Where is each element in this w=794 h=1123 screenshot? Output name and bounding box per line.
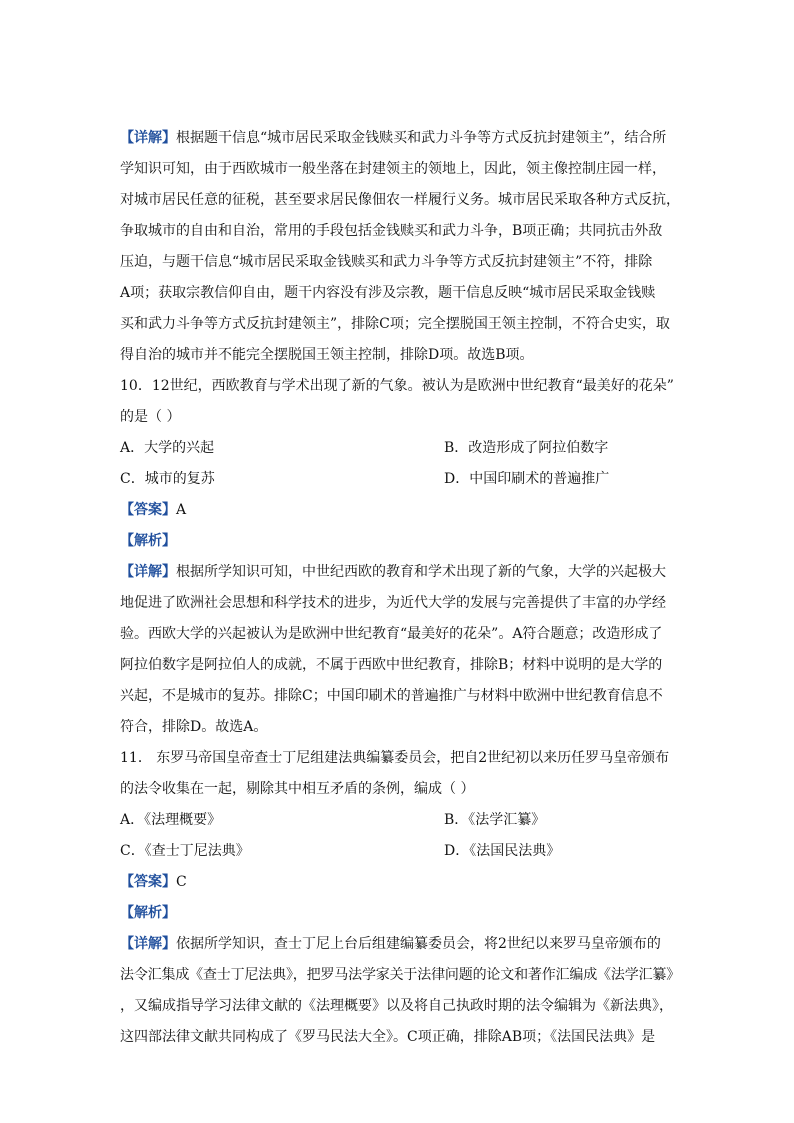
q10-detail-line: 验。西欧大学的兴起被认为是欧洲中世纪教育“最美好的花朵”。A符合题意；改造形成了	[120, 626, 663, 642]
q9-detail-line: 得自治的城市并不能完全摆脱国王领主控制，排除D项。故选B项。	[120, 347, 534, 363]
q9-detail-line: 买和武力斗争等方式反抗封建领主”，排除C项；完全摆脱国王领主控制，不符合史实，取	[120, 316, 670, 332]
q11-option-a: A．《法理概要》	[120, 812, 222, 828]
q10-option-c: C．城市的复苏	[120, 471, 215, 487]
q10-stem-line: 的是（ ）	[120, 409, 181, 425]
q9-detail-line: 学知识可知，由于西欧城市一般坐落在封建领主的领地上，因此，领主像控制庄园一样，	[120, 161, 666, 177]
q11-option-c: C．《查士丁尼法典》	[120, 843, 250, 859]
q10-stem-line: 10．12世纪，西欧教育与学术出现了新的气象。被认为是欧洲中世纪教育“最美好的花朵”	[120, 378, 674, 394]
detail-tag: 【详解】	[120, 130, 176, 146]
q9-detail-line: A项；获取宗教信仰自由，题干内容没有涉及宗教，题干信息反映“城市居民采取金钱赎	[120, 285, 656, 301]
q11-analysis-heading: 【解析】	[120, 905, 176, 921]
q10-answer: 【答案】A	[120, 502, 187, 518]
q9-detail-line: 对城市居民任意的征税，甚至要求居民像佃农一样履行义务。城市居民采取各种方式反抗，	[120, 192, 680, 208]
q10-option-b: B．改造形成了阿拉伯数字	[444, 440, 609, 456]
q10-option-d: D．中国印刷术的普遍推广	[444, 471, 610, 487]
q11-detail-line: 这四部法律文献共同构成了《罗马民法大全》。C项正确，排除AB项；《法国民法典》是	[120, 1029, 656, 1045]
q11-stem-line: 11． 东罗马帝国皇帝查士丁尼组建法典编纂委员会，把自2世纪初以来历任罗马皇帝颁布	[120, 750, 670, 766]
q10-detail-line: 兴起，不是城市的复苏。排除C；中国印刷术的普遍推广与材料中欧洲中世纪教育信息不	[120, 688, 663, 704]
q10-detail-line: 【详解】根据所学知识可知，中世纪西欧的教育和学术出现了新的气象，大学的兴起极大	[120, 564, 666, 580]
q9-detail-line: 压迫，与题干信息“城市居民采取金钱赎买和武力斗争等方式反抗封建领主”不符，排除	[120, 254, 653, 270]
q11-detail-line: 法令汇集成《查士丁尼法典》，把罗马法学家关于法律问题的论文和著作汇编成《法学汇纂》	[120, 967, 681, 983]
q9-detail-line: 【详解】根据题干信息“城市居民采取金钱赎买和武力斗争等方式反抗封建领主”，结合所	[120, 130, 667, 146]
q9-detail-line: 争取城市的自由和自治，常用的手段包括金钱赎买和武力斗争，B项正确；共同抗击外敌	[120, 223, 663, 239]
q10-detail-line: 符合，排除D。故选A。	[120, 719, 268, 735]
q11-detail-line: ，又编成指导学习法律文献的《法理概要》以及将自己执政时期的法令编辑为《新法典》，	[120, 998, 673, 1014]
q10-option-a: A．大学的兴起	[120, 440, 215, 456]
q10-detail-line: 地促进了欧洲社会思想和科学技术的进步，为近代大学的发展与完善提供了丰富的办学经	[120, 595, 666, 611]
q11-answer: 【答案】C	[120, 874, 187, 890]
q11-detail-line: 【详解】依据所学知识，查士丁尼上台后组建编纂委员会，将2世纪以来罗马皇帝颁布的	[120, 936, 661, 952]
q10-detail-line: 阿拉伯数字是阿拉伯人的成就，不属于西欧中世纪教育，排除B；材料中说明的是大学的	[120, 657, 663, 673]
q11-stem-line: 的法令收集在一起，剔除其中相互矛盾的条例，编成（ ）	[120, 781, 475, 797]
q11-option-b: B．《法学汇纂》	[444, 812, 546, 828]
q10-analysis-heading: 【解析】	[120, 533, 176, 549]
q11-option-d: D．《法国民法典》	[444, 843, 561, 859]
